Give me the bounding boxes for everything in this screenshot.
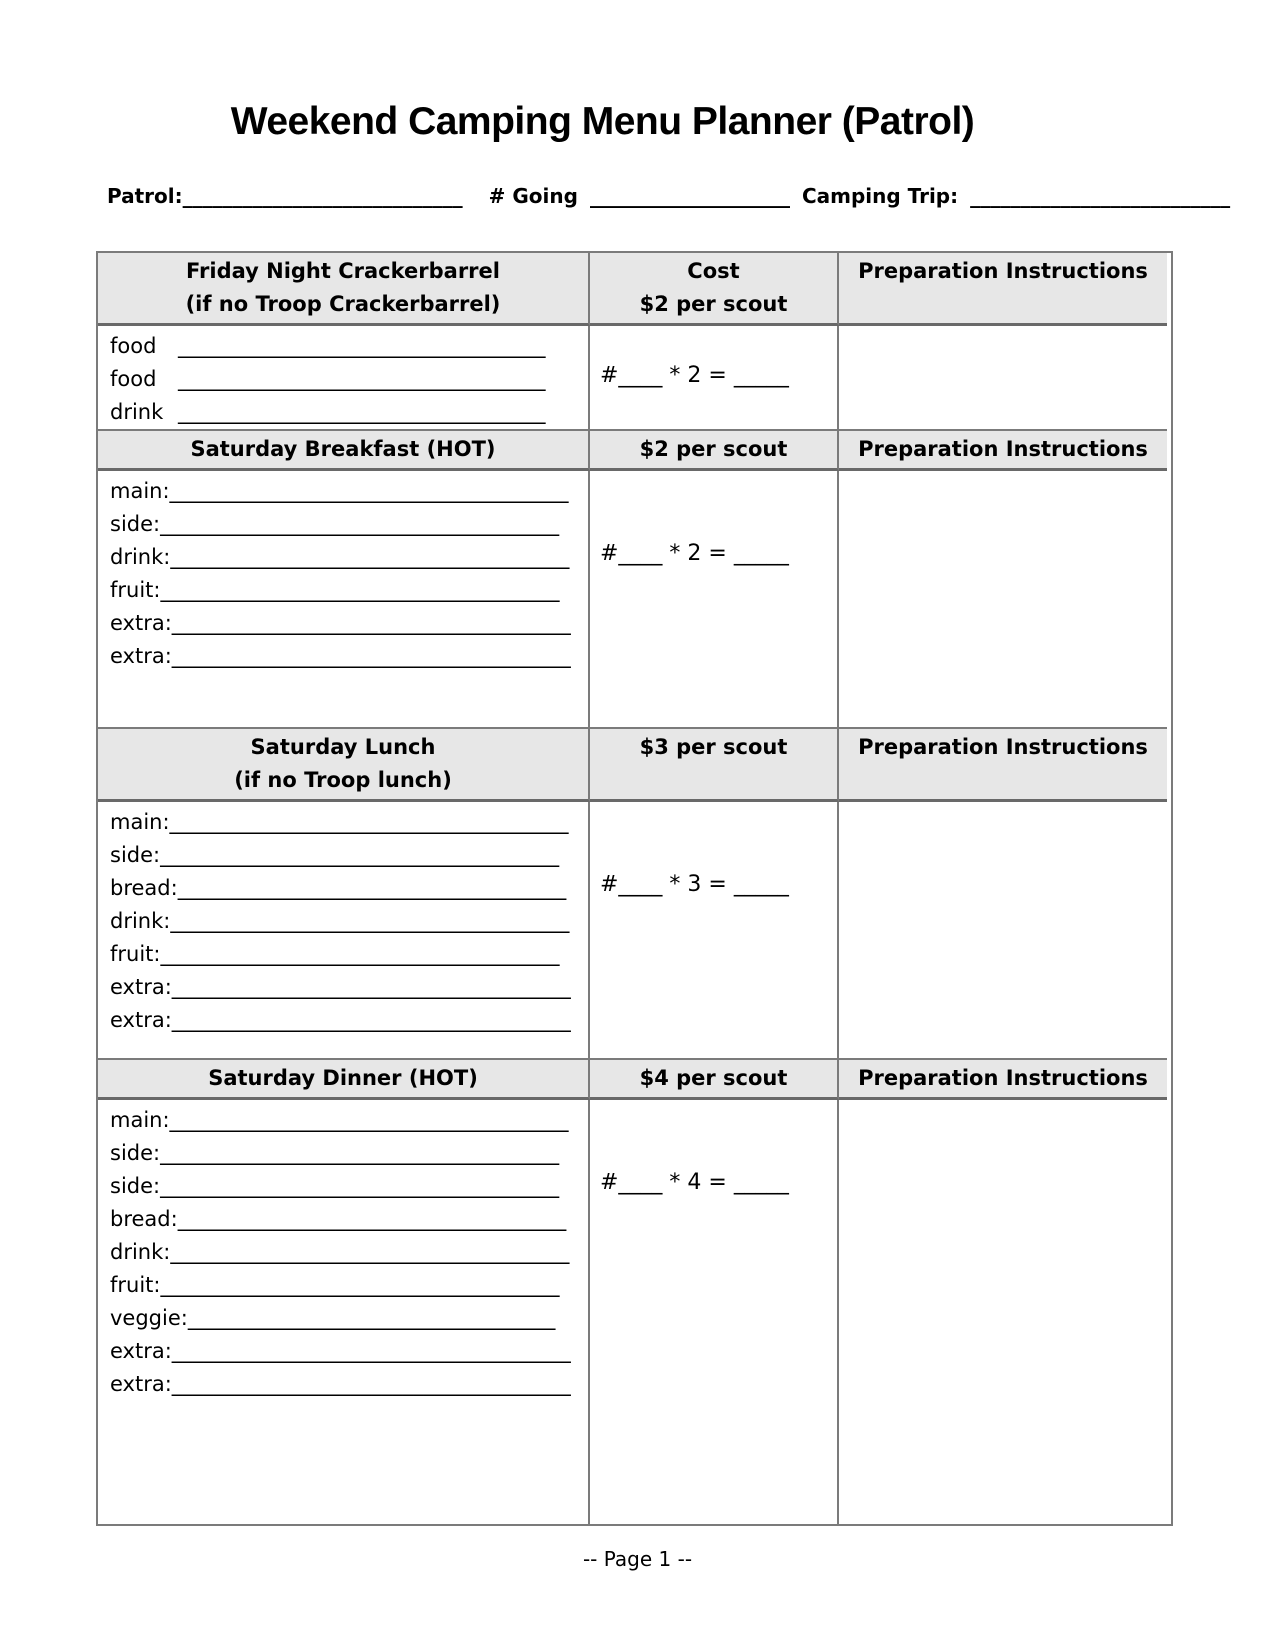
cost-cell-friday-night-crackerbarrel	[590, 326, 839, 429]
menu-item-blank-line: ______________________________________	[171, 1372, 571, 1396]
menu-item-label: side:	[110, 1174, 161, 1198]
cost-header-line: $3 per scout	[639, 735, 788, 759]
page-title: Weekend Camping Menu Planner (Patrol)	[230, 100, 975, 143]
prep-header-cell-saturday-breakfast: Preparation Instructions	[839, 429, 1167, 471]
meal-header-cell-saturday-lunch	[98, 727, 590, 802]
cost-header-line: $4 per scout	[639, 1066, 788, 1090]
menu-item-label: bread:	[110, 1207, 178, 1231]
menu-item-row	[98, 1368, 588, 1401]
menu-item-label: side:	[110, 843, 161, 867]
menu-item-label: main:	[110, 810, 170, 834]
cost-cell-saturday-dinner	[590, 1100, 839, 1524]
cost-header-cell-saturday-breakfast	[590, 429, 839, 471]
menu-item-label: extra:	[110, 975, 172, 999]
cost-formula: #____ * 3 = _____	[600, 872, 789, 897]
menu-item-label: extra:	[110, 611, 172, 635]
meal-header-cell-saturday-breakfast	[98, 429, 590, 471]
menu-item-row	[98, 1335, 588, 1368]
menu-items-cell-saturday-breakfast	[98, 471, 590, 727]
meal-header-cell-friday-night-crackerbarrel	[98, 253, 590, 326]
menu-item-row	[98, 1104, 588, 1137]
cost-header-line: $2 per scout	[639, 437, 788, 461]
menu-item-row	[98, 839, 588, 872]
meal-title-line: (if no Troop lunch)	[234, 768, 452, 792]
menu-item-row	[98, 363, 588, 396]
menu-item-row	[98, 971, 588, 1004]
patrol-label: Patrol:	[107, 184, 183, 208]
menu-item-label: drink	[110, 400, 164, 424]
menu-item-blank-line: ______________________________________	[160, 1141, 560, 1165]
menu-item-label: food	[110, 334, 157, 358]
menu-item-label: fruit:	[110, 578, 161, 602]
menu-item-blank-line: ___________________________________	[187, 1306, 556, 1330]
menu-item-row	[98, 1269, 588, 1302]
prep-instructions-cell-friday-night-crackerbarrel	[839, 326, 1167, 429]
menu-item-row	[98, 938, 588, 971]
menu-item-label: extra:	[110, 1008, 172, 1032]
menu-item-blank-line: _____________________________________	[177, 876, 567, 900]
menu-item-row	[98, 574, 588, 607]
menu-item-label: side:	[110, 512, 161, 536]
cost-formula: #____ * 2 = _____	[600, 541, 789, 566]
menu-item-row	[98, 1170, 588, 1203]
menu-item-label: fruit:	[110, 1273, 161, 1297]
menu-item-label: food	[110, 367, 157, 391]
cost-formula: #____ * 2 = _____	[600, 363, 789, 388]
menu-item-blank-line: ___________________________________	[178, 367, 546, 391]
menu-items-cell-saturday-lunch	[98, 802, 590, 1058]
cost-header-cell-saturday-dinner	[590, 1058, 839, 1100]
menu-item-blank-line: ______________________________________	[160, 942, 560, 966]
cost-header-line: $2 per scout	[639, 292, 788, 316]
menu-item-row	[98, 396, 588, 429]
menu-item-label: drink:	[110, 1240, 171, 1264]
prep-instructions-cell-saturday-breakfast	[839, 471, 1167, 727]
trip-label: Camping Trip:	[801, 184, 959, 208]
menu-item-row	[98, 1302, 588, 1335]
prep-header-cell-friday-night-crackerbarrel: Preparation Instructions	[839, 253, 1167, 326]
trip-blank-line: __________________________	[970, 184, 1231, 208]
menu-item-label: drink:	[110, 909, 171, 933]
menu-item-label: main:	[110, 1108, 170, 1132]
menu-items-cell-friday-night-crackerbarrel	[98, 326, 590, 429]
going-blank-line: ____________________	[589, 184, 790, 208]
prep-instructions-cell-saturday-lunch	[839, 802, 1167, 1058]
menu-item-blank-line: ______________________________________	[171, 975, 571, 999]
cost-header-cell-saturday-lunch	[590, 727, 839, 802]
menu-item-blank-line: ______________________________________	[160, 843, 560, 867]
menu-item-blank-line: ______________________________________	[170, 1240, 570, 1264]
menu-item-row	[98, 1203, 588, 1236]
page-footer: -- Page 1 --	[582, 1547, 693, 1571]
menu-item-blank-line: ______________________________________	[160, 1174, 560, 1198]
menu-item-row	[98, 475, 588, 508]
menu-item-label: fruit:	[110, 942, 161, 966]
meal-title-line: Saturday Breakfast (HOT)	[190, 437, 496, 461]
menu-item-row	[98, 1004, 588, 1037]
menu-items-cell-saturday-dinner	[98, 1100, 590, 1524]
menu-item-label: side:	[110, 1141, 161, 1165]
menu-item-blank-line: ______________________________________	[160, 1273, 560, 1297]
menu-item-label: extra:	[110, 1339, 172, 1363]
meal-title-line: Friday Night Crackerbarrel	[186, 259, 500, 283]
patrol-blank-line: ____________________________	[182, 184, 463, 208]
menu-item-blank-line: ___________________________________	[178, 334, 546, 358]
cost-formula: #____ * 4 = _____	[600, 1170, 789, 1195]
patrol-info-line	[107, 184, 1230, 208]
menu-item-label: extra:	[110, 1372, 172, 1396]
prep-header-cell-saturday-lunch: Preparation Instructions	[839, 727, 1167, 802]
menu-item-blank-line: ______________________________________	[160, 578, 560, 602]
cost-cell-saturday-lunch	[590, 802, 839, 1058]
menu-item-row	[98, 330, 588, 363]
menu-item-row	[98, 1236, 588, 1269]
menu-item-label: veggie:	[110, 1306, 188, 1330]
cost-cell-saturday-breakfast	[590, 471, 839, 727]
cost-header-line: Cost	[687, 259, 740, 283]
meal-title-line: Saturday Dinner (HOT)	[208, 1066, 478, 1090]
going-label: # Going	[488, 184, 578, 208]
menu-item-blank-line: ______________________________________	[169, 479, 569, 503]
menu-item-blank-line: ______________________________________	[170, 909, 570, 933]
menu-item-blank-line: ______________________________________	[171, 1008, 571, 1032]
menu-item-row	[98, 872, 588, 905]
menu-planner-table	[96, 251, 1173, 1526]
meal-title-line: (if no Troop Crackerbarrel)	[185, 292, 501, 316]
menu-item-blank-line: ______________________________________	[171, 611, 571, 635]
menu-item-blank-line: ______________________________________	[170, 545, 570, 569]
menu-item-label: drink:	[110, 545, 171, 569]
menu-item-blank-line: ______________________________________	[160, 512, 560, 536]
prep-instructions-cell-saturday-dinner	[839, 1100, 1167, 1524]
menu-item-row	[98, 806, 588, 839]
menu-item-row	[98, 508, 588, 541]
menu-item-row	[98, 607, 588, 640]
menu-item-row	[98, 1137, 588, 1170]
menu-item-label: main:	[110, 479, 170, 503]
prep-header-cell-saturday-dinner: Preparation Instructions	[839, 1058, 1167, 1100]
meal-header-cell-saturday-dinner	[98, 1058, 590, 1100]
menu-item-label: bread:	[110, 876, 178, 900]
menu-item-row	[98, 905, 588, 938]
menu-item-row	[98, 541, 588, 574]
cost-header-cell-friday-night-crackerbarrel	[590, 253, 839, 326]
menu-item-blank-line: _____________________________________	[177, 1207, 567, 1231]
menu-item-blank-line: ___________________________________	[178, 400, 546, 424]
meal-title-line: Saturday Lunch	[250, 735, 436, 759]
menu-item-label: extra:	[110, 644, 172, 668]
menu-item-blank-line: ______________________________________	[169, 1108, 569, 1132]
menu-item-blank-line: ______________________________________	[171, 644, 571, 668]
menu-item-blank-line: ______________________________________	[169, 810, 569, 834]
menu-item-blank-line: ______________________________________	[171, 1339, 571, 1363]
menu-item-row	[98, 640, 588, 673]
